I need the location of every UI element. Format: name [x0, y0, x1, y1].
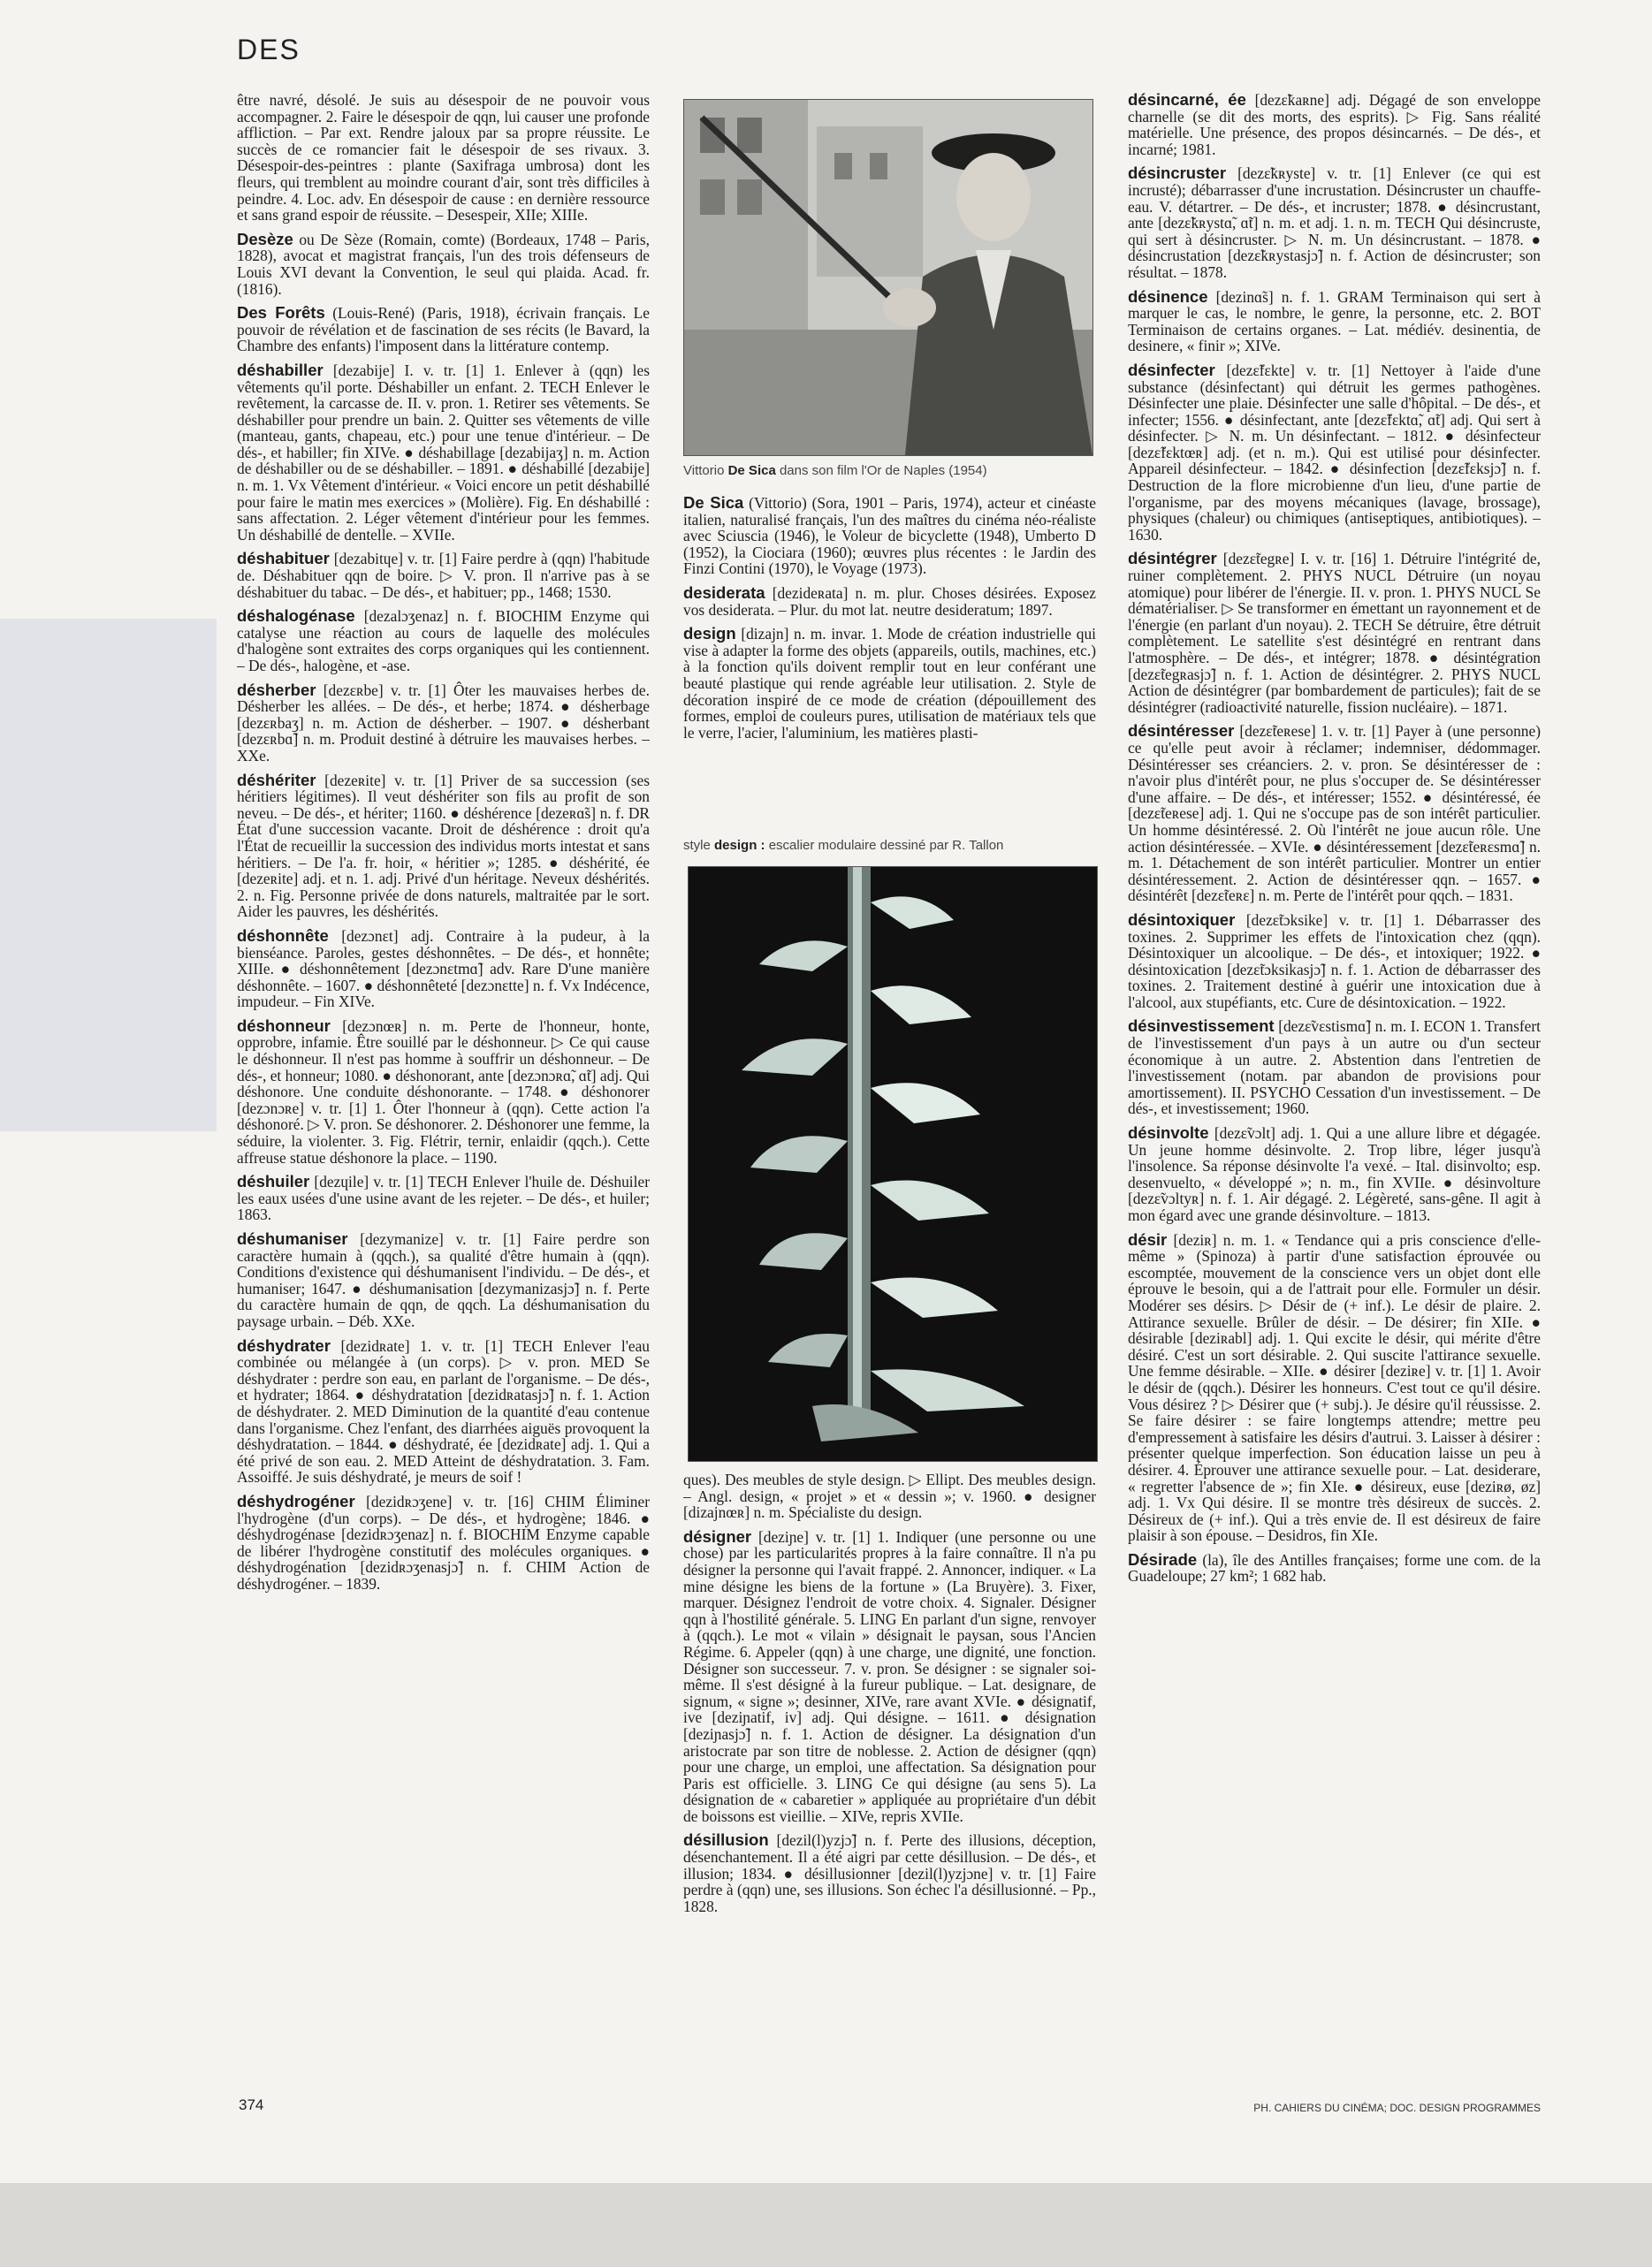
entry-headword: déshydrater: [237, 1335, 331, 1355]
page-bottom-margin: [0, 2183, 1652, 2267]
entry-definition: (Louis-René) (Paris, 1918), écrivain français. Le pouvoir de révélation et de fascination de ses récits (le Bavard, la Chambre des enfants) l'imposent dans la littérature contemp.: [237, 304, 650, 355]
entry-definition: [dezɔnɛt] adj. Contraire à la pudeur, à la bienséance. Paroles, gestes déshonnêtes. – De dés-, et honnête; XIIIe. ● déshonnêtement [dezɔnɛtmɑ̃] adv. Rare D'une manière déshonnête. – 1607. ● déshonnêteté [dezɔnɛtte] n. f. Vx Indécence, impudeur. – Fin XIVe.: [237, 926, 650, 1011]
entry-definition: [dezɛ̃kaʀne] adj. Dégagé de son enveloppe charnelle (se dit des morts, des esprits). ▷ Fig. Sans réalité matérielle. Une présence, des propos désincarnés. – De dés-, et incarné; 1981.: [1128, 92, 1541, 158]
scan-shadow: [0, 619, 217, 1131]
entry-definition: [dezymanize] v. tr. [1] Faire perdre son caractère humain à (qqch.), sa qualité d'être humain à (qqn). Conditions d'existence qui déshumanisent l'individu. – De dés-, et humaniser; 1647. ● déshumanisation [dezymanizasjɔ̃] n. f. Perte du caractère humain de qqn, de qqch. La déshumanisation du paysage urbain. – Déb. XXe.: [237, 1230, 650, 1330]
entry-headword: désintoxiquer: [1128, 909, 1236, 929]
dictionary-entry: [237, 682, 650, 765]
entry-definition: [dizajn] n. m. invar. 1. Mode de création industrielle qui vise à adapter la forme des objets (appareils, outils, machines, etc.) à la fonction qu'ils doivent remplir tout en leur conférant une beauté plastique qui rende agréable leur utilisation. 2. Style de décoration inspiré de ce mode de création (dépouillement des formes, emploi de couleurs pures, utilisation de matériaux tels que le verre, l'acier, l'aluminium, les matières plasti-: [683, 625, 1096, 742]
dictionary-entry: [237, 608, 650, 673]
staircase-image: [689, 867, 1097, 1461]
dictionary-entry: [1128, 165, 1541, 280]
entry-headword: Desèze: [237, 229, 293, 248]
dictionary-entry: [1128, 1549, 1541, 1586]
entry-definition: [deziɲe] v. tr. [1] 1. Indiquer (une personne ou une chose) par les particularités propres à la faire connaître. Il n'a pu désigner la personne qui l'avait frappé. 2. Annoncer, indiquer. « La mine désigne les biens de la fortune » (La Bruyère). 3. Fixer, marquer. Désignez l'endroit de votre choix. 4. Signaler. Désigner qqn à l'hostilité générale. 5. LING En parlant d'un signe, renvoyer à (qqch.). Le mot « vilain » désignait le paysan, sous l'Ancien Régime. 6. Appeler (qqn) à une charge, une dignité, une fonction. Désigner son successeur. 7. v. pron. Se désigner : se signaler soi-même. Il s'est désigné à la fureur publique. – Lat. designare, de signum, « signe »; desinner, XIVe, rare avant XVIe. ● désignatif, ive [deziɲatif, iv] adj. Qui désigne. – 1611. ● désignation [deziɲasjɔ̃] n. f. 1. Action de désigner. La désignation d'un aristocrate par son titre de noblesse. 2. Action de désigner (qqn) pour une charge, un emploi, une affectation. Sa désignation pour Paris est officielle. 3. LING Ce qui désigne (au sens 5). La désignation de « cabaretier » appliquée au propriétaire d'un débit de boissons est vieillie. – XIVe, repris XVIIe.: [683, 1527, 1096, 1825]
running-head: DES: [237, 34, 301, 65]
dictionary-entry: [1128, 1125, 1541, 1224]
entry-headword: désinvolte: [1128, 1123, 1209, 1143]
entry-headword: déshumaniser: [237, 1229, 348, 1248]
entry-headword: De Sica: [683, 495, 744, 512]
entry-definition: [dezɛʀbe] v. tr. [1] Ôter les mauvaises herbes de. Désherber les allées. – De dés-, et herbe; 1874. ● désherbage [dezɛʀbaʒ] n. m. Action de désherber. – 1907. ● désherbant [dezɛʀbɑ̃] n. m. Produit destiné à détruire les mauvaises herbes. – XXe.: [237, 681, 650, 765]
caption-text: escalier modulaire dessiné par R. Tallon: [768, 838, 1004, 853]
entry-definition: [dezɛ̃vɛstismɑ̃] n. m. I. ECON 1. Transfert de l'investissement d'un pays à un autre ou d'un secteur économique à un autre. 2. Abstention dans l'entretien de l'investissement (notam. par abandon de provisions pour amortissement). II. PSYCHO Cessation d'un investissement. – De dés-, et investissement; 1960.: [1128, 1017, 1541, 1118]
dictionary-entry: [237, 362, 650, 544]
entry-headword: désinvestissement: [1128, 1016, 1275, 1036]
entry-headword: déshonnête: [237, 925, 329, 945]
dictionary-entry: [237, 1174, 650, 1223]
entry-headword: désinfecter: [1128, 360, 1215, 379]
dictionary-entry: [237, 1335, 650, 1487]
entry-headword: désherber: [237, 680, 316, 699]
entry-headword: déshalogénase: [237, 606, 355, 626]
page-number: 374: [239, 2096, 264, 2113]
dictionary-entry: [237, 925, 650, 1011]
dictionary-entry: [1128, 286, 1541, 355]
dictionary-entry: [237, 772, 650, 920]
photo-de-sica-image: [684, 100, 1092, 455]
entry-headword: désincarné, ée: [1128, 92, 1246, 109]
column-left: [237, 92, 650, 2151]
caption-name: design :: [714, 838, 765, 853]
entry-headword: désintéresser: [1128, 721, 1235, 741]
entry-headword: Désirade: [1128, 1549, 1198, 1569]
dictionary-entry: [1128, 723, 1541, 904]
entry-definition: (Vittorio) (Sora, 1901 – Paris, 1974), acteur et cinéaste italien, naturalisé français, l'un des maîtres du cinéma néo-réaliste avec Sciuscia (1946), le Voleur de bicyclette (1948), Umberto D (1952), la Ciociara (1960); œuvres plus récentes : le Jardin des Finzi Contini (1970), le Voyage (1973).: [683, 495, 1096, 578]
entry-headword: désigner: [683, 1526, 752, 1546]
entry-headword: Des Forêts: [237, 303, 325, 323]
entry-definition: [deziʀ] n. m. 1. « Tendance qui a pris conscience d'elle-même » (Spinoza) à partir d'une satisfaction éprouvée ou escomptée, mouvement de la conscience vers un objet dont elle éprouve le besoin, qui a de l'attrait pour elle. Formuler un désir. Modérer ses désirs. ▷ Désir de (+ inf.). Le désir de plaire. 2. Attirance sexuelle. Brûler de désir. – De désirer; fin XIIe. ● désirable [deziʀabl] adj. 1. Qui excite le désir, qui mérite d'être désiré. C'est un sort désirable. 2. Qui suscite l'attirance sexuelle. Une femme désirable. – XIIe. ● désirer [deziʀe] v. tr. [1] 1. Avoir le désir de (qqch.). Désirer les honneurs. C'est tout ce qu'il désire. Vous désirez ? ▷ Désirer que (+ subj.). Je désire qu'il réussisse. 2. Se faire désirer : se faire longtemps attendre; mettre peu d'empressement à satisfaire les désirs d'autrui. 3. Laisser à désirer : présenter quelque imperfection. Son éducation laisse un peu à désirer. 4. Éprouver une attirance sexuelle pour. – Lat. desiderare, « regretter l'absence de »; fin XIe. ● désireux, euse [deziʀø, øz] adj. 1. Vx Qui désire. Il se montre très désireux de succès. 2. Désireux de (+ inf.). Qui a très envie de. Il est désireux de faire plaisir à son épouse. – Desidros, fin XIe.: [1128, 1230, 1541, 1545]
dictionary-entry: [1128, 551, 1541, 715]
photo-de-sica-caption: [683, 463, 1099, 478]
dictionary-entry: [237, 1491, 650, 1593]
entry-definition: être navré, désolé. Je suis au désespoir de ne pouvoir vous accompagner. 2. Faire le désespoir de qqn, lui causer une profonde affliction. – Par ext. Rendre jaloux par sa propre réussite. Le succès de ce romancier fait le désespoir de ses rivaux. 3. Désespoir-des-peintres : plante (Saxifraga umbrosa) dont les fleurs, qui tremblent au moindre courant d'air, sont très difficiles à peindre. 4. Loc. adv. En désespoir de cause : en dernière ressource et sans grand espoir de réussite. – Desespeir, XIIe; XIIIe.: [237, 92, 650, 224]
entry-definition: [dezɛ̃fɛkte] v. tr. [1] Nettoyer à l'aide d'une substance (désinfectant) qui détruit les germes pathogènes. Désinfecter une plaie. Désinfecter une salle d'hôpital. – De dés-, et infecter; 1556. ● désinfectant, ante [dezɛ̃fɛktɑ̃, ɑ̃t] adj. Qui sert à désinfecter. ▷ N. m. Un désinfectant. – 1812. ● désinfecteur [dezɛ̃fɛktœʀ] adj. (et n. m.). Qui est utilisé pour désinfecter. Appareil désinfecteur. – 1842. ● désinfection [dezɛ̃fɛksjɔ̃] n. f. Destruction de la flore microbienne d'un lieu, d'une partie de l'organisme, par des moyens mécaniques (lavage, brossage), physiques (chaleur) ou chimiques (antiseptiques, antibiotiques). – 1630.: [1128, 361, 1541, 544]
dictionary-entry: [683, 582, 1096, 619]
entry-definition: [dezidʀate] 1. v. tr. [1] TECH Enlever l'eau combinée ou mélangée à (un corps). ▷ v. pron. MED Se déshydrater : perdre son eau, en parlant de l'organisme. – De dés-, et hydrater; 1864. ● déshydratation [dezidʀatasjɔ̃] n. f. 1. Action de déshydrater. 2. MED Diminution de la quantité d'eau contenue dans l'organisme. Chez l'enfant, des diarrhées aiguës provoquent la déshydratation. – 1844. ● déshydraté, ée [dezidʀate] adj. 1. Qui a été privé de son eau. 2. MED Atteint de déshydratation. 3. Fam. Assoiffé. Je suis déshydraté, je meurs de soif !: [237, 1336, 650, 1487]
caption-name: De Sica: [727, 463, 776, 478]
entry-definition: [dezabitɥe] v. tr. [1] Faire perdre à (qqn) l'habitude de. Déshabituer qqn de boire. ▷ V. pron. Il n'arrive pas à se déshabituer du tabac. – De dés-, et habituer; pp., 1468; 1530.: [237, 550, 650, 601]
entry-definition: [dezabije] I. v. tr. [1] 1. Enlever à (qqn) les vêtements qu'il porte. Déshabiller un enfant. 2. TECH Enlever le revêtement, la carcasse de. II. v. pron. 1. Retirer ses vêtements. Se déshabiller pour prendre un bain. 2. Quitter ses vêtements de ville (manteau, gants, chapeau, etc.) pour une tenue d'intérieur. – De dés-, et habiller; fin XIVe. ● déshabillage [dezabijaʒ] n. m. Action de déshabiller ou de se déshabiller. – 1891. ● déshabillé [dezabije] n. m. 1. Vx Vêtement d'intérieur. « Voici encore un petit déshabillé pour faire le matin mes exercices » (Molière). Fig. En déshabillé : sans affectation. 2. Léger vêtement d'intérieur pour les femmes. Un déshabillé de dentelle. – XVIIe.: [237, 361, 650, 544]
column-middle-bottom: [683, 1472, 1096, 2152]
dictionary-entry: [237, 1018, 650, 1166]
dictionary-entry: [683, 626, 1096, 741]
entry-definition: [dezideʀata] n. m. plur. Choses désirées. Exposez vos desiderata. – Plur. du mot lat. neutre desideratum; 1897.: [683, 583, 1096, 619]
entry-headword: déshonneur: [237, 1016, 331, 1035]
entry-headword: désir: [1128, 1229, 1168, 1249]
entry-definition: (la), île des Antilles françaises; forme une com. de la Guadeloupe; 27 km²; 1 682 hab.: [1128, 1550, 1541, 1586]
dictionary-entry: [1128, 909, 1541, 1011]
dictionary-entry: [237, 229, 650, 298]
dictionary-entry: [237, 551, 650, 600]
entry-definition: [dezɛ̃kʀyste] v. tr. [1] Enlever (ce qui est incrusté); débarrasser d'une incrustation. Désincruster un chauffe-eau. V. détartrer. – De dés-, et incruster; 1878. ● désincrustant, ante [dezɛ̃kʀystɑ̃, ɑ̃t] n. m. et adj. 1. n. m. TECH Qui désincruste, qui sert à désincruster. ▷ N. m. Un désincrustant. – 1878. ● désincrustation [dezɛ̃kʀystasjɔ̃] n. f. Action de désincruster; son résultat. – 1878.: [1128, 164, 1541, 281]
caption-text: dans son film l'Or de Naples (1954): [779, 463, 987, 478]
column-right: [1128, 92, 1541, 2151]
entry-definition: [dezɛ̃tɔksike] v. tr. [1] 1. Débarrasser des toxines. 2. Supprimer les effets de l'intoxication chez (qqn). Désintoxiquer un alcoolique. – De dés-, et intoxiquer; 1922. ● désintoxication [dezɛ̃tɔksikasjɔ̃] n. f. 1. Action de débarrasser des toxines. 2. Traitement destiné à guérir une intoxication due à l'alcool, aux stupéfiants, etc. Cure de désintoxication. – 1922.: [1128, 910, 1541, 1011]
dictionary-entry: [1128, 362, 1541, 544]
entry-definition: [dezɛ̃tegʀe] I. v. tr. [16] 1. Détruire l'intégrité de, ruiner complètement. 2. PHYS NUCL Détruire (un noyau atomique) pour libérer de l'énergie. II. v. pron. 1. PHYS NUCL Se dématérialiser. ▷ Se transformer en émettant un rayonnement et de l'énergie (en parlant d'un noyau). 2. TECH Se détruire, être détruit complètement. Le satellite s'est désintégré en rentrant dans l'atmosphère. – De dés-, et intégrer; 1878. ● désintégration [dezɛ̃tegʀasjɔ̃] n. f. 1. Action de désintégrer. 2. PHYS NUCL Action de désintégrer (par bombardement de particules); fait de se désintégrer (radioactivité naturelle, fission nucléaire). – 1871.: [1128, 550, 1541, 716]
column-middle-top: [683, 495, 1096, 848]
dictionary-entry: [237, 92, 650, 224]
entry-definition: [dezɥile] v. tr. [1] TECH Enlever l'huile de. Déshuiler les eaux usées d'une usine avant de les rejeter. – De dés-, et huiler; 1863.: [237, 1173, 650, 1224]
entry-headword: désincruster: [1128, 164, 1227, 183]
entry-definition: [dezɛ̃teʀese] 1. v. tr. [1] Payer à (une personne) ce qu'elle peut avoir à réclamer; indemniser, dédommager. Désintéresser ses créanciers. 2. v. pron. Se désintéresser de : n'avoir plus d'intérêt pour, ne plus s'occuper de. Se désintéresser d'une affaire. – De dés-, et intéresser; 1552. ● désintéressé, ée [dezɛ̃teʀese] adj. 1. Qui ne s'occupe pas de son intérêt particulier. Un homme désintéressé. 2. Où l'intérêt ne joue aucun rôle. Une action désintéressée. – XVIe. ● désintéressement [dezɛ̃teʀɛsmɑ̃] n. m. 1. Détachement de son intérêt particulier. Montrer un entier désintéressement. 2. Action de désintéresser qqn. – 1657. ● désintérêt [dezɛ̃teʀɛ] n. m. Perte de l'intérêt pour qqch. – 1831.: [1128, 722, 1541, 905]
dictionary-entry: [1128, 1018, 1541, 1117]
dictionary-entry: [683, 1832, 1096, 1914]
dictionary-entry: [237, 1231, 650, 1330]
entry-headword: desiderata: [683, 582, 765, 602]
photo-credits: PH. CAHIERS DU CINÉMA; DOC. DESIGN PROGRAMMES: [1253, 2102, 1541, 2114]
photo-stair-caption: [683, 838, 1099, 853]
entry-definition: [dezɔnœʀ] n. m. Perte de l'honneur, honte, opprobre, infamie. Être souillé par le déshonneur. ▷ Ce qui cause le déshonneur. Il n'est pas homme à souffrir un déshonneur. – De dés-, et honneur; 1080. ● déshonorant, ante [dezɔnɔʀɑ̃, ɑ̃t] adj. Qui déshonore. Une conduite déshonorante. – 1748. ● déshonorer [dezɔnɔʀe] v. tr. [1] 1. Ôter l'honneur à (qqn). Cette action l'a déshonoré. ▷ V. pron. Se déshonorer. 2. Déshonorer une femme, la séduire, la violenter. 3. Fig. Flétrir, ternir, enlaidir (qqch.). Cette affreuse statue déshonore la place. – 1190.: [237, 1016, 650, 1167]
entry-headword: déshabituer: [237, 549, 330, 568]
photo-spiral-staircase: [688, 866, 1098, 1462]
entry-definition: [dezalɔʒenaz] n. f. BIOCHIM Enzyme qui catalyse une réaction au cours de laquelle des molécules d'halogène sont extraites des corps organiques qui les contiennent. – De dés-, halogène, et -ase.: [237, 607, 650, 674]
entry-definition: ques). Des meubles de style design. ▷ Ellipt. Des meubles design. – Angl. design, « projet » et « dessin »; v. 1960. ● designer [dizajnœʀ] n. m. Spécialiste du design.: [683, 1472, 1096, 1522]
photo-de-sica: [683, 99, 1093, 456]
caption-lead: Vittorio: [683, 463, 725, 478]
dictionary-entry: [683, 495, 1096, 577]
entry-headword: déshériter: [237, 770, 316, 789]
entry-definition: [dezeʀite] v. tr. [1] Priver de sa succession (ses héritiers légitimes). Il veut déshériter son fils au profit de son neveu. – De dés-, et hériter; 1160. ● déshérence [dezeʀɑ̃s] n. f. DR État d'une succession vacante. Droit de déshérence : droit qu'a l'État de recueillir la succession des individus morts intestat et sans héritiers. – De l'a. fr. hoir, « héritier »; 1285. ● déshérité, ée [dezeʀite] adj. et n. 1. adj. Privé d'un héritage. Neveux déshérités. 2. n. Fig. Personne privée de dons naturels, maltraitée par le sort. Aider les pauvres, les déshérités.: [237, 771, 650, 921]
entry-headword: design: [683, 624, 736, 643]
entry-definition: [dezidʀɔʒene] v. tr. [16] CHIM Éliminer l'hydrogène (d'un corps). – De dés-, et hydrogène; 1846. ● déshydrogénase [dezidʀɔʒenaz] n. f. BIOCHIM Enzyme capable de libérer l'hydrogène constitutif des molécules organiques. ● déshydrogénation [dezidʀɔʒenasjɔ̃] n. f. CHIM Action de déshydrogéner. – 1839.: [237, 1492, 650, 1593]
entry-definition: [dezɛ̃vɔlt] adj. 1. Qui a une allure libre et dégagée. Un jeune homme désinvolte. 2. Trop libre, léger jusqu'à l'insolence. Sa réponse désinvolte l'a vexé. – Ital. disinvolto; esp. desenvuelto, « développé »; n. m., fin XVIIe. ● désinvolture [dezɛ̃vɔltyʀ] n. f. 1. Air dégagé. 2. Légèreté, sans-gêne. Il agit à mon égard avec une grande désinvolture. – 1813.: [1128, 1124, 1541, 1224]
entry-headword: désinence: [1128, 286, 1208, 306]
entry-headword: désintégrer: [1128, 549, 1217, 568]
entry-definition: [dezil(l)yzjɔ̃] n. f. Perte des illusions, déception, désenchantement. Il a été aigri par cette désillusion. – De dés-, et illusion; 1834. ● désillusionner [dezil(l)yzjɔne] v. tr. [1] Faire perdre à (qqn) une, ses illusions. Son échec l'a désillusionné. – Pp., 1828.: [683, 1831, 1096, 1915]
entry-headword: désillusion: [683, 1830, 769, 1850]
entry-headword: déshuiler: [237, 1172, 310, 1191]
dictionary-entry: [1128, 92, 1541, 157]
dictionary-entry: [237, 305, 650, 354]
caption-lead: style: [683, 838, 711, 853]
entry-definition: [dezinɑ̃s] n. f. 1. GRAM Terminaison qui sert à marquer le cas, le nombre, le genre, la personne, etc. 2. BOT Terminaison de certains organes. – Lat. médiév. desinentia, de desinere, « finir »; XIVe.: [1128, 287, 1541, 355]
entry-headword: déshydrogéner: [237, 1491, 355, 1510]
dictionary-entry: [1128, 1229, 1541, 1545]
dictionary-entry: [683, 1472, 1096, 1521]
entry-headword: déshabiller: [237, 360, 324, 379]
dictionary-entry: [683, 1526, 1096, 1825]
entry-definition: ou De Sèze (Romain, comte) (Bordeaux, 1748 – Paris, 1828), avocat et magistrat français, l'un des trois défenseurs de Louis XVI devant la Convention, le seul qui plaida. Acad. fr. (1816).: [237, 230, 650, 298]
